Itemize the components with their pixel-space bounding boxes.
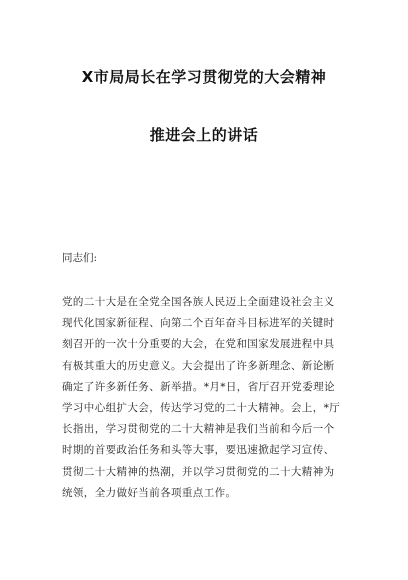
- paragraph-line: 现代化国家新征程、向第二个百年奋斗目标进军的关键时: [62, 317, 335, 330]
- paragraph-line: 刻召开的一次十分重要的大会，在党和国家发展进程中具: [62, 338, 335, 351]
- salutation: 同志们:: [62, 252, 98, 264]
- paragraph-line: 有极其重大的历史意义。大会提出了许多新理念、新论断: [62, 359, 335, 372]
- document-title-line-2: 推进会上的讲话: [149, 126, 259, 144]
- document-title-line-1: X市局局长在学习贯彻党的大会精神: [81, 68, 327, 86]
- body-paragraph: [62, 292, 352, 504]
- paragraph-line: 贯彻二十大精神的热潮，并以学习贯彻党的二十大精神为: [62, 465, 335, 478]
- paragraph-line: 统领，全力做好当前各项重点工作。: [62, 486, 237, 499]
- paragraph-line: 确定了许多新任务、新举措。*月*日，省厅召开党委理论: [62, 380, 335, 393]
- paragraph-line: 学习中心组扩大会，传达学习党的二十大精神。会上，*厅: [62, 402, 341, 415]
- paragraph-line: 党的二十大是在全党全国各族人民迈上全面建设社会主义: [62, 296, 335, 308]
- paragraph-line: 长指出，学习贯彻党的二十大精神是我们当前和今后一个: [62, 423, 335, 436]
- paragraph-line: 时期的首要政治任务和头等大事，要迅速掀起学习宣传、: [62, 444, 335, 457]
